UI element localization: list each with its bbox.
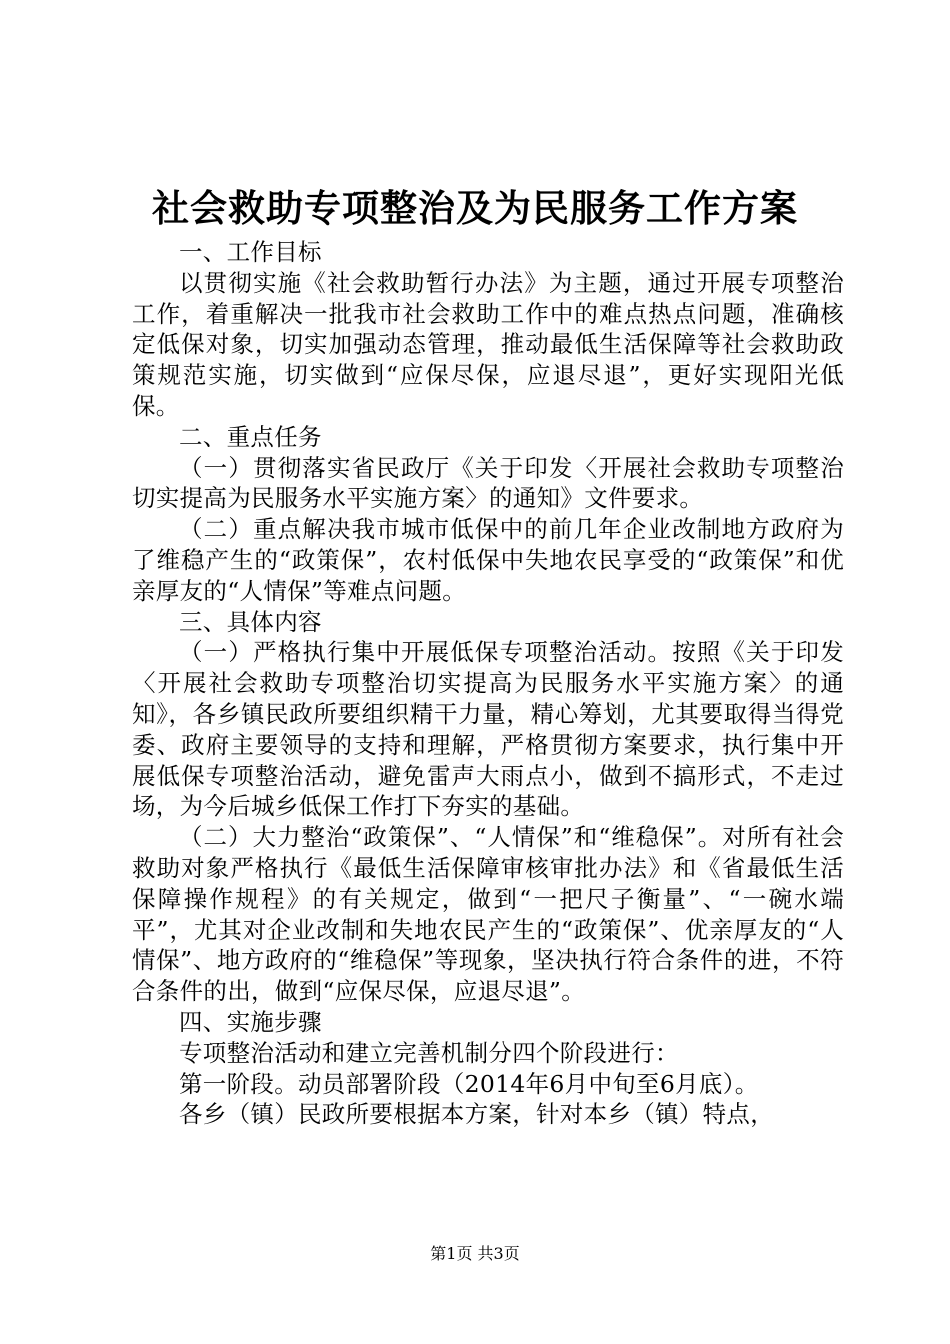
section-heading-1: 一、工作目标 — [179, 238, 322, 266]
section-heading-3: 三、具体内容 — [179, 607, 322, 636]
paragraph-6: 专项整治活动和建立完善机制分四个阶段进行： — [179, 1038, 679, 1067]
document-title: 社会救助专项整治及为民服务工作方案 — [152, 186, 798, 230]
paragraph-8: 各乡（镇）民政所要根据本方案，针对本乡（镇）特点， — [179, 1100, 774, 1129]
page-footer: 第1页 共3页 — [430, 1244, 520, 1263]
section-heading-2: 二、重点任务 — [179, 422, 322, 451]
paragraph-4: （一）严格执行集中开展低保专项整治活动。按照《关于印发〈开展社会救助专项整治切实提高为民服务水平实施方案〉的通知》，各乡镇民政所要组织精干力量，精心筹划，尤其要取得当得党委、政府主要领导的支持和理解，严格贯彻方案要求，执行集中开展低保专项整治活动，避免雷声大雨点小，做到不搞形式，不走过场，为今后城乡低保工作打下夯实的基础。 — [132, 638, 844, 821]
paragraph-5: （二）大力整治“政策保”、“人情保”和“维稳保”。对所有社会救助对象严格执行《最低生活保障审核审批办法》和《省最低生活保障操作规程》的有关规定，做到“一把尺子衡量”、“一碗水端平”，尤其对企业改制和失地农民产生的“政策保”、优亲厚友的“人情保”、地方政府的“维稳保”等现象，坚决执行符合条件的进，不符合条件的出，做到“应保尽保，应退尽退”。 — [132, 823, 844, 1006]
paragraph-1: 以贯彻实施《社会救助暂行办法》为主题，通过开展专项整治工作，着重解决一批我市社会救助工作中的难点热点问题，准确核定低保对象，切实加强动态管理，推动最低生活保障等社会救助政策规范实施，切实做到“应保尽保，应退尽退”，更好实现阳光低保。 — [132, 268, 844, 420]
section-heading-4: 四、实施步骤 — [179, 1007, 322, 1036]
document-body — [132, 237, 844, 1130]
paragraph-7: 第一阶段。动员部署阶段（2014年6月中旬至6月底）。 — [179, 1069, 759, 1098]
paragraph-3: （二）重点解决我市城市低保中的前几年企业改制地方政府为了维稳产生的“政策保”，农村低保中失地农民享受的“政策保”和优亲厚友的“人情保”等难点问题。 — [132, 515, 844, 605]
paragraph-2: （一）贯彻落实省民政厅《关于印发〈开展社会救助专项整治切实提高为民服务水平实施方案〉的通知》文件要求。 — [132, 453, 844, 513]
